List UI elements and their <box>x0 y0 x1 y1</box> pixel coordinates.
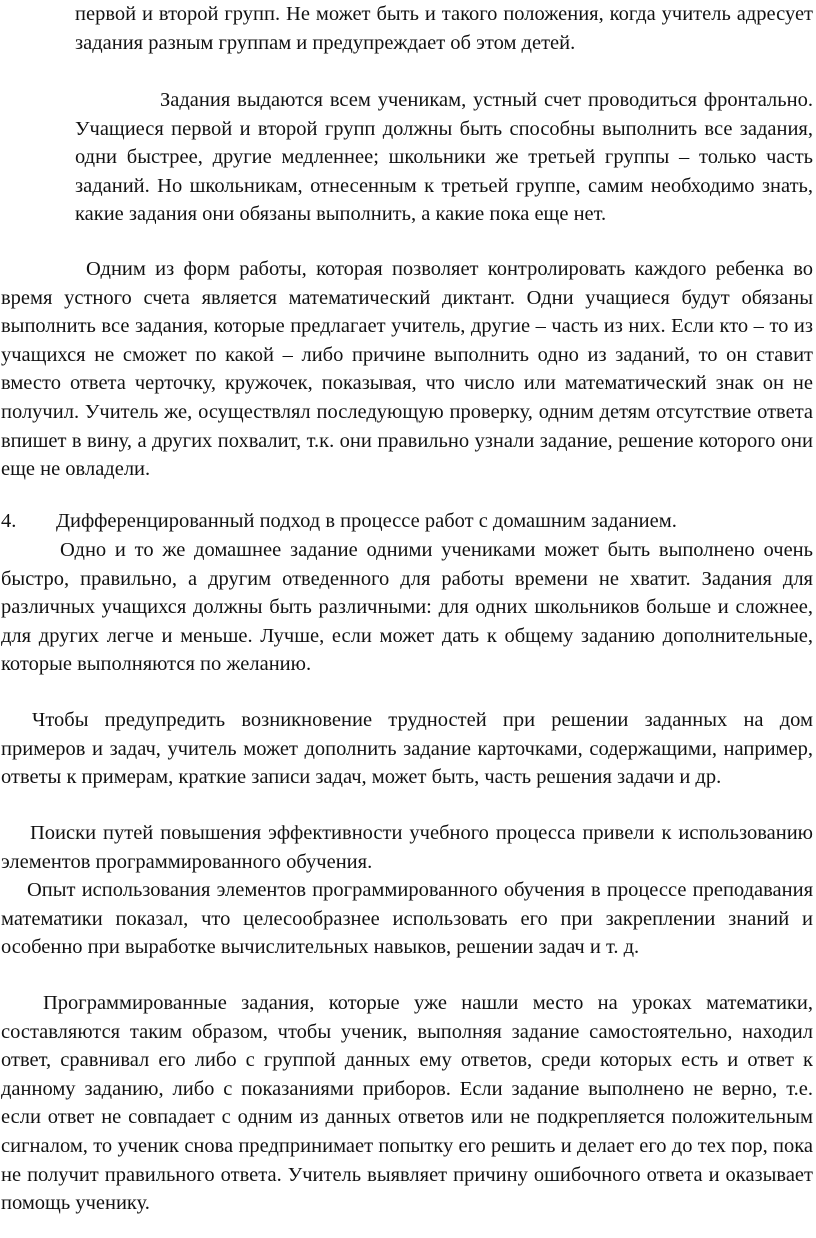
paragraph-programmed-learning: Поиски путей повышения эффективности учебного процесса привели к использованию элементов программированного обучения. <box>1 822 813 873</box>
paragraph-programmed-tasks: Программированные задания, которые уже нашли место на уроках математики, составляются таким образом, чтобы ученик, выполняя задание самостоятельно, находил ответ, сравнивал его либо с группой данных ему ответов, среди которых есть и ответ к данному заданию, либо с показаниями приборов. Если задание выполнено не верно, т.е. если ответ не совпадает с одним из данных ответов или не подкрепляется положительным сигналом, то ученик снова предпринимает попытку его решить и делает его до тех пор, пока не получит правильного ответа. Учитель выявляет причину ошибочного ответа и оказывает помощь ученику. <box>1 992 813 1215</box>
paragraph-groups-continuation: первой и второй групп. Не может быть и такого положения, когда учитель адресует задания разным группам и предупреждает об этом детей. <box>75 3 813 54</box>
paragraph-math-dictation: Одним из форм работы, которая позволяет контролировать каждого ребенка во время устного счета является математический диктант. Одни учащиеся будут обязаны выполнить все задания, которые предлагает учитель, другие – часть из них. Если кто – то из учащихся не сможет по какой – либо причине выполнить одно из заданий, то он ставит вместо ответа черточку, кружочек, показывая, что число или математический знак он не получил. Учитель же, осуществлял последующую проверку, одним детям отсутствие ответа впишет в вину, а других похвалит, т.к. они правильно узнали задание, решение которого они еще не овладели. <box>1 258 813 481</box>
numbered-item-4 <box>1 507 813 536</box>
paragraph-tasks-for-all: Задания выдаются всем ученикам, устный счет проводиться фронтально. Учащиеся первой и второй групп должны быть способны выполнить все задания, одни быстрее, другие медленнее; школьники же третьей группы – только часть заданий. Но школьникам, отнесенным к третьей группе, самим необходимо знать, какие задания они обязаны выполнить, а какие пока еще нет. <box>75 89 813 226</box>
item-heading: Дифференцированный подход в процессе работ с домашним заданием. <box>56 510 677 532</box>
paragraph-prevent-difficulties: Чтобы предупредить возникновение трудностей при решении заданных на дом примеров и задач, учитель может дополнить задание карточками, содержащими, например, ответы к примерам, краткие записи задач, может быть, часть решения задачи и др. <box>1 709 813 789</box>
item-number: 4. <box>1 510 17 532</box>
paragraph-experience: Опыт использования элементов программированного обучения в процессе преподавания математики показал, что целесообразнее использовать его при закреплении знаний и особенно при выработке вычислительных навыков, решении задач и т. д. <box>1 879 813 959</box>
paragraph-homework: Одно и то же домашнее задание одними учениками может быть выполнено очень быстро, правильно, а другим отведенного для работы времени не хватит. Задания для различных учащихся должны быть различными: для одних школьников больше и сложнее, для других легче и меньше. Лучше, если может дать к общему заданию дополнительные, которые выполняются по желанию. <box>1 539 813 676</box>
